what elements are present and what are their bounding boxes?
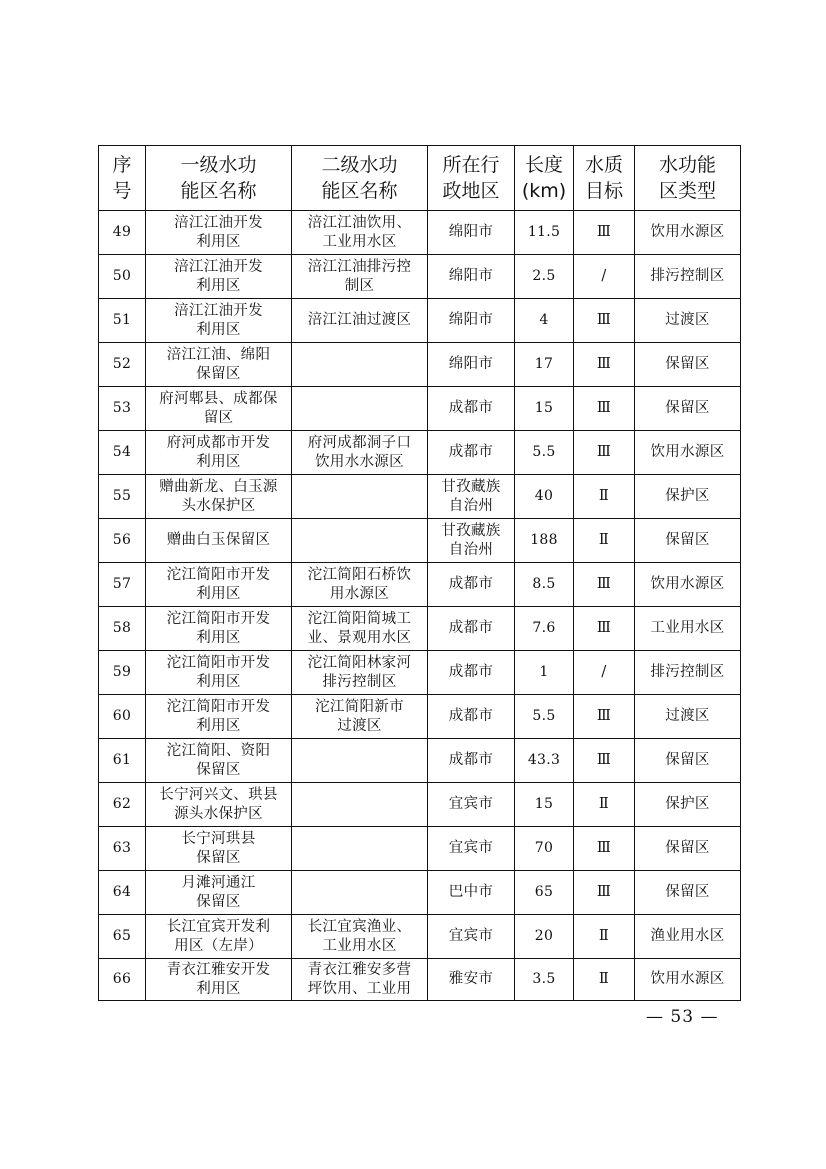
cell-secondary-zone [292,695,428,739]
cell-seq-no: 53 [99,387,146,431]
cell-line: 月滩河通江 [181,874,256,891]
table-row [99,343,741,387]
cell-primary-zone [146,607,292,651]
cell-water-quality-target: Ⅲ [574,343,635,387]
header-line: 能区名称 [180,180,257,202]
cell-line: 留区 [203,409,234,426]
cell-primary-zone [146,915,292,959]
cell-line: 利用区 [196,980,241,997]
cell-zone-type: 过渡区 [635,299,741,343]
cell-secondary-zone [292,475,428,519]
cell-primary-zone [146,563,292,607]
cell-water-quality-target: Ⅲ [574,431,635,475]
cell-water-quality-target: Ⅲ [574,387,635,431]
cell-line: 过渡区 [337,717,382,734]
cell-line: 工业用水区 [322,937,397,954]
cell-line: 沱江简阳石桥饮 [307,566,412,583]
cell-length: 20 [515,915,574,959]
cell-primary-zone [146,871,292,915]
cell-line: 饮用水水源区 [315,453,404,470]
cell-admin-region [428,651,515,695]
cell-primary-zone [146,343,292,387]
cell-zone-type: 保留区 [635,519,741,563]
cell-admin-region [428,211,515,255]
cell-line: 保留区 [196,365,241,382]
cell-line: 府河成都洞子口 [307,434,412,451]
cell-secondary-zone [292,343,428,387]
cell-line: 利用区 [196,277,241,294]
cell-length: 15 [515,783,574,827]
cell-water-quality-target: / [574,255,635,299]
table-row [99,563,741,607]
cell-primary-zone [146,959,292,1001]
cell-primary-zone [146,255,292,299]
table-row [99,607,741,651]
cell-zone-type: 排污控制区 [635,255,741,299]
cell-line: 利用区 [196,585,241,602]
cell-line: 府河成都市开发 [166,434,271,451]
cell-secondary-zone [292,519,428,563]
header-line: 所在行 [442,154,500,176]
cell-admin-region [428,783,515,827]
cell-line: 坪饮用、工业用 [307,980,412,997]
cell-admin-region [428,431,515,475]
cell-line: 府河郫县、成都保 [159,390,278,407]
cell-line: 利用区 [196,673,241,690]
cell-primary-zone [146,211,292,255]
cell-admin-region [428,607,515,651]
header-line: 能区名称 [321,180,398,202]
cell-seq-no: 62 [99,783,146,827]
cell-seq-no: 66 [99,959,146,1001]
cell-line: 成都市 [448,752,494,768]
cell-primary-zone [146,739,292,783]
cell-line: 绵阳市 [448,356,494,372]
cell-water-quality-target: Ⅲ [574,695,635,739]
cell-seq-no: 64 [99,871,146,915]
cell-line: 沱江简阳市开发 [166,610,271,627]
cell-primary-zone [146,475,292,519]
cell-line: 沱江简阳简城工 [307,610,412,627]
cell-primary-zone [146,827,292,871]
cell-line: 涪江江油开发 [174,258,263,275]
cell-line: 成都市 [448,576,494,592]
cell-secondary-zone [292,563,428,607]
cell-line: 长江宜宾开发利 [166,918,271,935]
cell-line: 头水保护区 [181,497,256,514]
cell-admin-region [428,519,515,563]
cell-line: 源头水保护区 [174,805,263,822]
cell-admin-region [428,343,515,387]
header-line: 二级水功 [321,154,398,176]
cell-line: 巴中市 [448,884,494,900]
cell-line: 业、景观用水区 [307,629,412,646]
table-body [99,211,741,1001]
cell-admin-region [428,563,515,607]
cell-water-quality-target: Ⅱ [574,783,635,827]
cell-zone-type: 渔业用水区 [635,915,741,959]
cell-zone-type: 饮用水源区 [635,211,741,255]
cell-water-quality-target: Ⅱ [574,475,635,519]
cell-line: 制区 [344,277,375,294]
table-row [99,695,741,739]
cell-line: 赠曲白玉保留区 [166,532,271,548]
cell-water-quality-target: Ⅲ [574,299,635,343]
cell-line: 涪江江油开发 [174,302,263,319]
cell-zone-type: 保留区 [635,871,741,915]
header-line: 长度 [524,154,563,176]
cell-line: 雅安市 [448,971,494,987]
cell-secondary-zone [292,607,428,651]
cell-length: 15 [515,387,574,431]
cell-line: 长江宜宾渔业、 [307,918,412,935]
cell-seq-no: 60 [99,695,146,739]
cell-line: 保留区 [196,893,241,910]
cell-line: 成都市 [448,620,494,636]
cell-seq-no: 50 [99,255,146,299]
cell-line: 青衣江雅安开发 [166,961,271,978]
cell-primary-zone [146,519,292,563]
cell-length: 1 [515,651,574,695]
cell-line: 涪江江油排污控 [307,258,412,275]
cell-line: 赠曲新龙、白玉源 [159,478,278,495]
table-row [99,255,741,299]
cell-length: 5.5 [515,695,574,739]
cell-zone-type: 保护区 [635,783,741,827]
cell-line: 沱江简阳市开发 [166,698,271,715]
cell-line: 涪江江油、绵阳 [166,346,271,363]
cell-line: 利用区 [196,453,241,470]
cell-length: 65 [515,871,574,915]
cell-seq-no: 58 [99,607,146,651]
cell-line: 绵阳市 [448,224,494,240]
table-row [99,783,741,827]
cell-line: 成都市 [448,708,494,724]
cell-primary-zone [146,431,292,475]
table-row [99,211,741,255]
cell-line: 涪江江油过渡区 [307,312,412,328]
cell-seq-no: 49 [99,211,146,255]
cell-length: 70 [515,827,574,871]
cell-line: 成都市 [448,444,494,460]
cell-line: 青衣江雅安多营 [307,961,412,978]
cell-line: 成都市 [448,664,494,680]
cell-line: 利用区 [196,629,241,646]
cell-line: 甘孜藏族 [441,478,501,495]
cell-line: 沱江简阳新市 [315,698,404,715]
cell-secondary-zone [292,915,428,959]
cell-secondary-zone [292,255,428,299]
cell-line: 宜宾市 [448,928,494,944]
cell-zone-type: 饮用水源区 [635,431,741,475]
table-header [99,146,741,211]
cell-line: 涪江江油开发 [174,214,263,231]
header-seq-no [99,146,146,211]
header-zone-type [635,146,741,211]
cell-zone-type: 保留区 [635,387,741,431]
cell-line: 保留区 [196,761,241,778]
cell-length: 43.3 [515,739,574,783]
cell-zone-type: 饮用水源区 [635,563,741,607]
header-line: 目标 [584,180,623,202]
cell-line: 沱江简阳市开发 [166,654,271,671]
table-row [99,915,741,959]
cell-seq-no: 57 [99,563,146,607]
header-line: 水功能 [658,154,716,176]
cell-line: 自治州 [448,541,494,558]
header-line: 号 [112,180,132,202]
header-water-quality-target [574,146,635,211]
cell-length: 2.5 [515,255,574,299]
cell-zone-type: 保留区 [635,827,741,871]
table-row [99,959,741,1001]
cell-admin-region [428,299,515,343]
cell-seq-no: 56 [99,519,146,563]
cell-length: 7.6 [515,607,574,651]
header-length [515,146,574,211]
cell-zone-type: 工业用水区 [635,607,741,651]
cell-secondary-zone [292,827,428,871]
cell-admin-region [428,475,515,519]
cell-admin-region [428,827,515,871]
cell-zone-type: 过渡区 [635,695,741,739]
cell-length: 188 [515,519,574,563]
cell-water-quality-target: Ⅲ [574,211,635,255]
cell-line: 宜宾市 [448,840,494,856]
cell-water-quality-target: Ⅲ [574,827,635,871]
cell-water-quality-target: Ⅲ [574,607,635,651]
header-line: 区类型 [658,180,716,202]
header-line: 政地区 [442,180,500,202]
header-line: 水质 [584,154,623,176]
header-admin-region [428,146,515,211]
cell-primary-zone [146,783,292,827]
cell-secondary-zone [292,959,428,1001]
cell-line: 沱江简阳市开发 [166,566,271,583]
cell-line: 涪江江油饮用、 [307,214,412,231]
cell-secondary-zone [292,783,428,827]
cell-zone-type: 保留区 [635,343,741,387]
cell-length: 8.5 [515,563,574,607]
header-line: 序 [112,154,132,176]
cell-line: 工业用水区 [322,233,397,250]
cell-seq-no: 65 [99,915,146,959]
cell-line: 保留区 [196,849,241,866]
cell-line: 甘孜藏族 [441,522,501,539]
cell-line: 沱江简阳林家河 [307,654,412,671]
cell-admin-region [428,255,515,299]
cell-water-quality-target: Ⅲ [574,739,635,783]
page-number: — 53 — [646,1007,719,1027]
cell-primary-zone [146,299,292,343]
table-row [99,519,741,563]
cell-zone-type: 饮用水源区 [635,959,741,1001]
table-row [99,827,741,871]
cell-admin-region [428,871,515,915]
cell-seq-no: 61 [99,739,146,783]
cell-admin-region [428,695,515,739]
cell-length: 40 [515,475,574,519]
cell-zone-type: 保护区 [635,475,741,519]
cell-admin-region [428,915,515,959]
cell-line: 宜宾市 [448,796,494,812]
cell-length: 4 [515,299,574,343]
cell-secondary-zone [292,387,428,431]
cell-line: 利用区 [196,717,241,734]
cell-line: 成都市 [448,400,494,416]
cell-secondary-zone [292,299,428,343]
cell-line: 沱江简阳、资阳 [166,742,271,759]
cell-water-quality-target: Ⅲ [574,871,635,915]
table-row [99,871,741,915]
table-row [99,299,741,343]
cell-line: 自治州 [448,497,494,514]
table-row [99,651,741,695]
cell-line: 利用区 [196,321,241,338]
table-row [99,739,741,783]
cell-length: 17 [515,343,574,387]
cell-admin-region [428,387,515,431]
header-secondary-zone [292,146,428,211]
header-row [99,146,741,211]
cell-line: 排污控制区 [322,673,397,690]
cell-water-quality-target: Ⅲ [574,563,635,607]
cell-seq-no: 63 [99,827,146,871]
cell-water-quality-target: Ⅱ [574,519,635,563]
water-function-zone-table [98,145,741,1001]
header-line: 一级水功 [180,154,257,176]
cell-line: 长宁河兴文、珙县 [159,786,278,803]
cell-secondary-zone [292,211,428,255]
cell-seq-no: 51 [99,299,146,343]
cell-length: 11.5 [515,211,574,255]
table-row [99,431,741,475]
header-primary-zone [146,146,292,211]
cell-line: 绵阳市 [448,312,494,328]
cell-length: 3.5 [515,959,574,1001]
cell-line: 用区（左岸） [174,937,263,954]
cell-length: 5.5 [515,431,574,475]
cell-seq-no: 52 [99,343,146,387]
cell-secondary-zone [292,431,428,475]
cell-water-quality-target: / [574,651,635,695]
cell-line: 用水源区 [329,585,390,602]
cell-zone-type: 排污控制区 [635,651,741,695]
cell-seq-no: 55 [99,475,146,519]
cell-zone-type: 保留区 [635,739,741,783]
cell-line: 绵阳市 [448,268,494,284]
cell-seq-no: 54 [99,431,146,475]
cell-primary-zone [146,651,292,695]
cell-water-quality-target: Ⅱ [574,959,635,1001]
table-row [99,387,741,431]
cell-secondary-zone [292,651,428,695]
cell-water-quality-target: Ⅱ [574,915,635,959]
cell-admin-region [428,959,515,1001]
cell-primary-zone [146,695,292,739]
table-row [99,475,741,519]
cell-line: 长宁河珙县 [181,830,256,847]
cell-admin-region [428,739,515,783]
cell-secondary-zone [292,871,428,915]
header-line: (km) [521,180,567,202]
cell-primary-zone [146,387,292,431]
cell-line: 利用区 [196,233,241,250]
cell-secondary-zone [292,739,428,783]
cell-seq-no: 59 [99,651,146,695]
